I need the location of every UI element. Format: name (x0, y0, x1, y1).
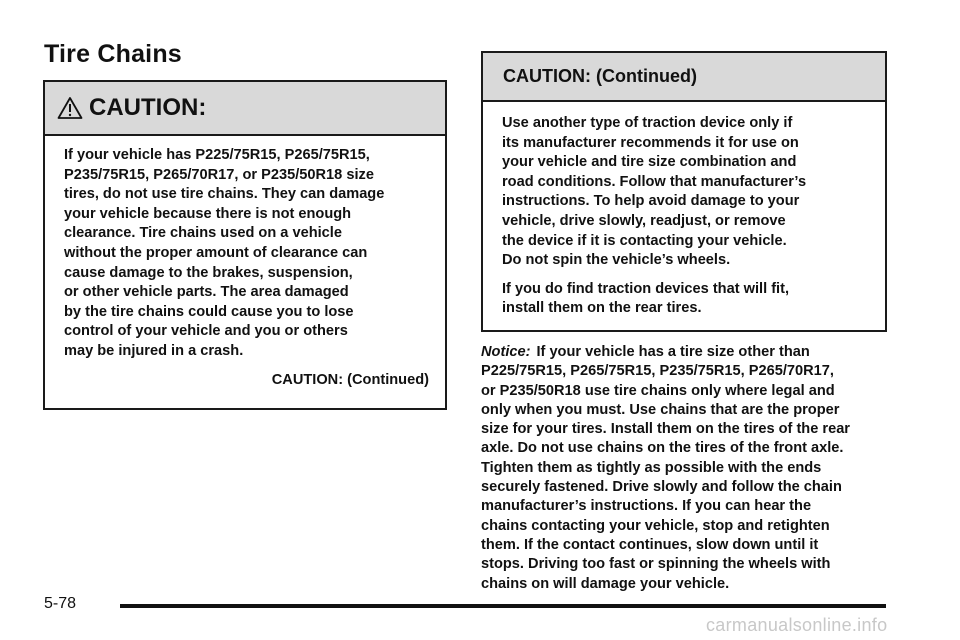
caution-body (45, 136, 445, 390)
caution-continued-label: CAUTION: (Continued) (271, 371, 429, 388)
caution-text: If your vehicle has P225/75R15, P265/75R15, P235/75R15, P265/70R17, or P235/50R18 size tires, do not use tire chains. They can damage your vehicle because there is not enough clearance. Tire chains used on a vehicle without the proper amount of clearance can cause damage to the brakes, suspension, or other vehicle parts. The area damaged by the tire chains could cause you to lose control of your vehicle and you or others may be injured in a crash. (64, 147, 385, 359)
notice-paragraph: Notice: If your vehicle has a tire size other than P225/75R15, P265/75R15, P235/75R15, P265/70R17, or P235/50R18 use tire chains only where legal and only when you must. Use chains that are the proper size for your tires. Install them on the tires of the rear axle. Do not use chains on the tires of the front axle. Tighten them as tightly as possible with the ends securely fastened. Drive slowly and follow the chain manufacturer’s instructions. If you can hear the chains contacting your vehicle, stop and retighten them. If the contact continues, slow down until it stops. Driving too fast or spinning the wheels with chains on will damage your vehicle. (481, 344, 850, 592)
caution-header (45, 82, 445, 136)
caution-continued-heading: CAUTION: (Continued) (503, 66, 697, 86)
caution-paragraph: Use another type of traction device only if its manufacturer recommends it for use on your vehicle and tire size combination and road conditions. Follow that manufacturer’s instructions. To help avoid damage to your vehicle, drive slowly, readjust, or remove the device if it is contacting your vehicle. Do not spin the vehicle’s wheels. (502, 115, 807, 269)
caution-box (43, 80, 447, 410)
caution-paragraph: If you do find traction devices that will fit, install them on the rear tires. (502, 280, 790, 317)
notice-label: Notice: (481, 344, 531, 360)
caution-heading: CAUTION: (89, 94, 207, 121)
caution-continued-body (483, 102, 885, 319)
watermark: carmanualsonline.info (706, 615, 888, 635)
footer-rule (120, 604, 886, 608)
caution-continued-box (481, 51, 887, 332)
warning-triangle-icon (57, 96, 83, 120)
page-title: Tire Chains (44, 40, 182, 68)
caution-continued-header (483, 53, 885, 102)
page-number: 5-78 (44, 595, 77, 612)
